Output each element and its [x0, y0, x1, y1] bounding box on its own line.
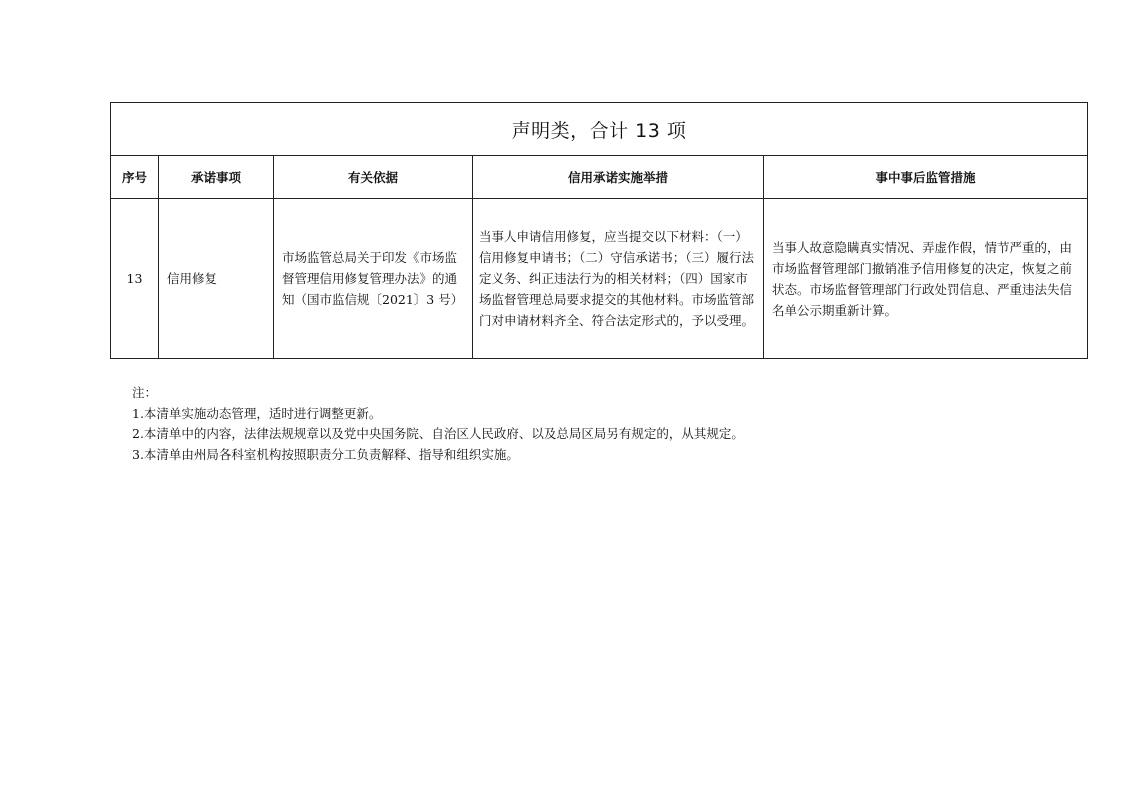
notes-heading: 注：: [132, 385, 158, 400]
row-basis: 市场监管总局关于印发《市场监督管理信用修复管理办法》的通知（国市监信规〔2021〕3 号）: [274, 199, 473, 359]
row-item: 信用修复: [159, 199, 274, 359]
note-item-1: 1.本清单实施动态管理，适时进行调整更新。: [132, 405, 382, 421]
note-item-3: 3.本清单由州局各科室机构按照职责分工负责解释、指导和组织实施。: [132, 446, 519, 462]
note-item-2: 2.本清单中的内容，法律法规规章以及党中央国务院、自治区人民政府、以及总局区局另有规定的，从其规定。: [132, 426, 744, 441]
row-measures: 当事人申请信用修复，应当提交以下材料：（一）信用修复申请书；（二）守信承诺书；（三）履行法定义务、纠正违法行为的相关材料；（四）国家市场监督管理总局要求提交的其他材料。市场监管部门对申请材料齐全、符合法定形式的，予以受理。: [473, 199, 764, 359]
row-number: 13: [111, 199, 159, 359]
commitment-table: [110, 102, 1088, 359]
row-supervision: 当事人故意隐瞒真实情况、弄虚作假，情节严重的，由市场监督管理部门撤销准予信用修复的决定，恢复之前状态。市场监督管理部门行政处罚信息、严重违法失信名单公示期重新计算。: [764, 199, 1088, 359]
header-supervision: 事中事后监管措施: [764, 156, 1088, 199]
header-basis: 有关依据: [274, 156, 473, 199]
notes-section: [132, 383, 744, 465]
table-row: [111, 199, 1088, 359]
table-title-row: [111, 103, 1088, 156]
table-title: 声明类，合计 13 项: [111, 103, 1088, 156]
header-item: 承诺事项: [159, 156, 274, 199]
header-measures: 信用承诺实施举措: [473, 156, 764, 199]
header-number: 序号: [111, 156, 159, 199]
table-header-row: [111, 156, 1088, 199]
